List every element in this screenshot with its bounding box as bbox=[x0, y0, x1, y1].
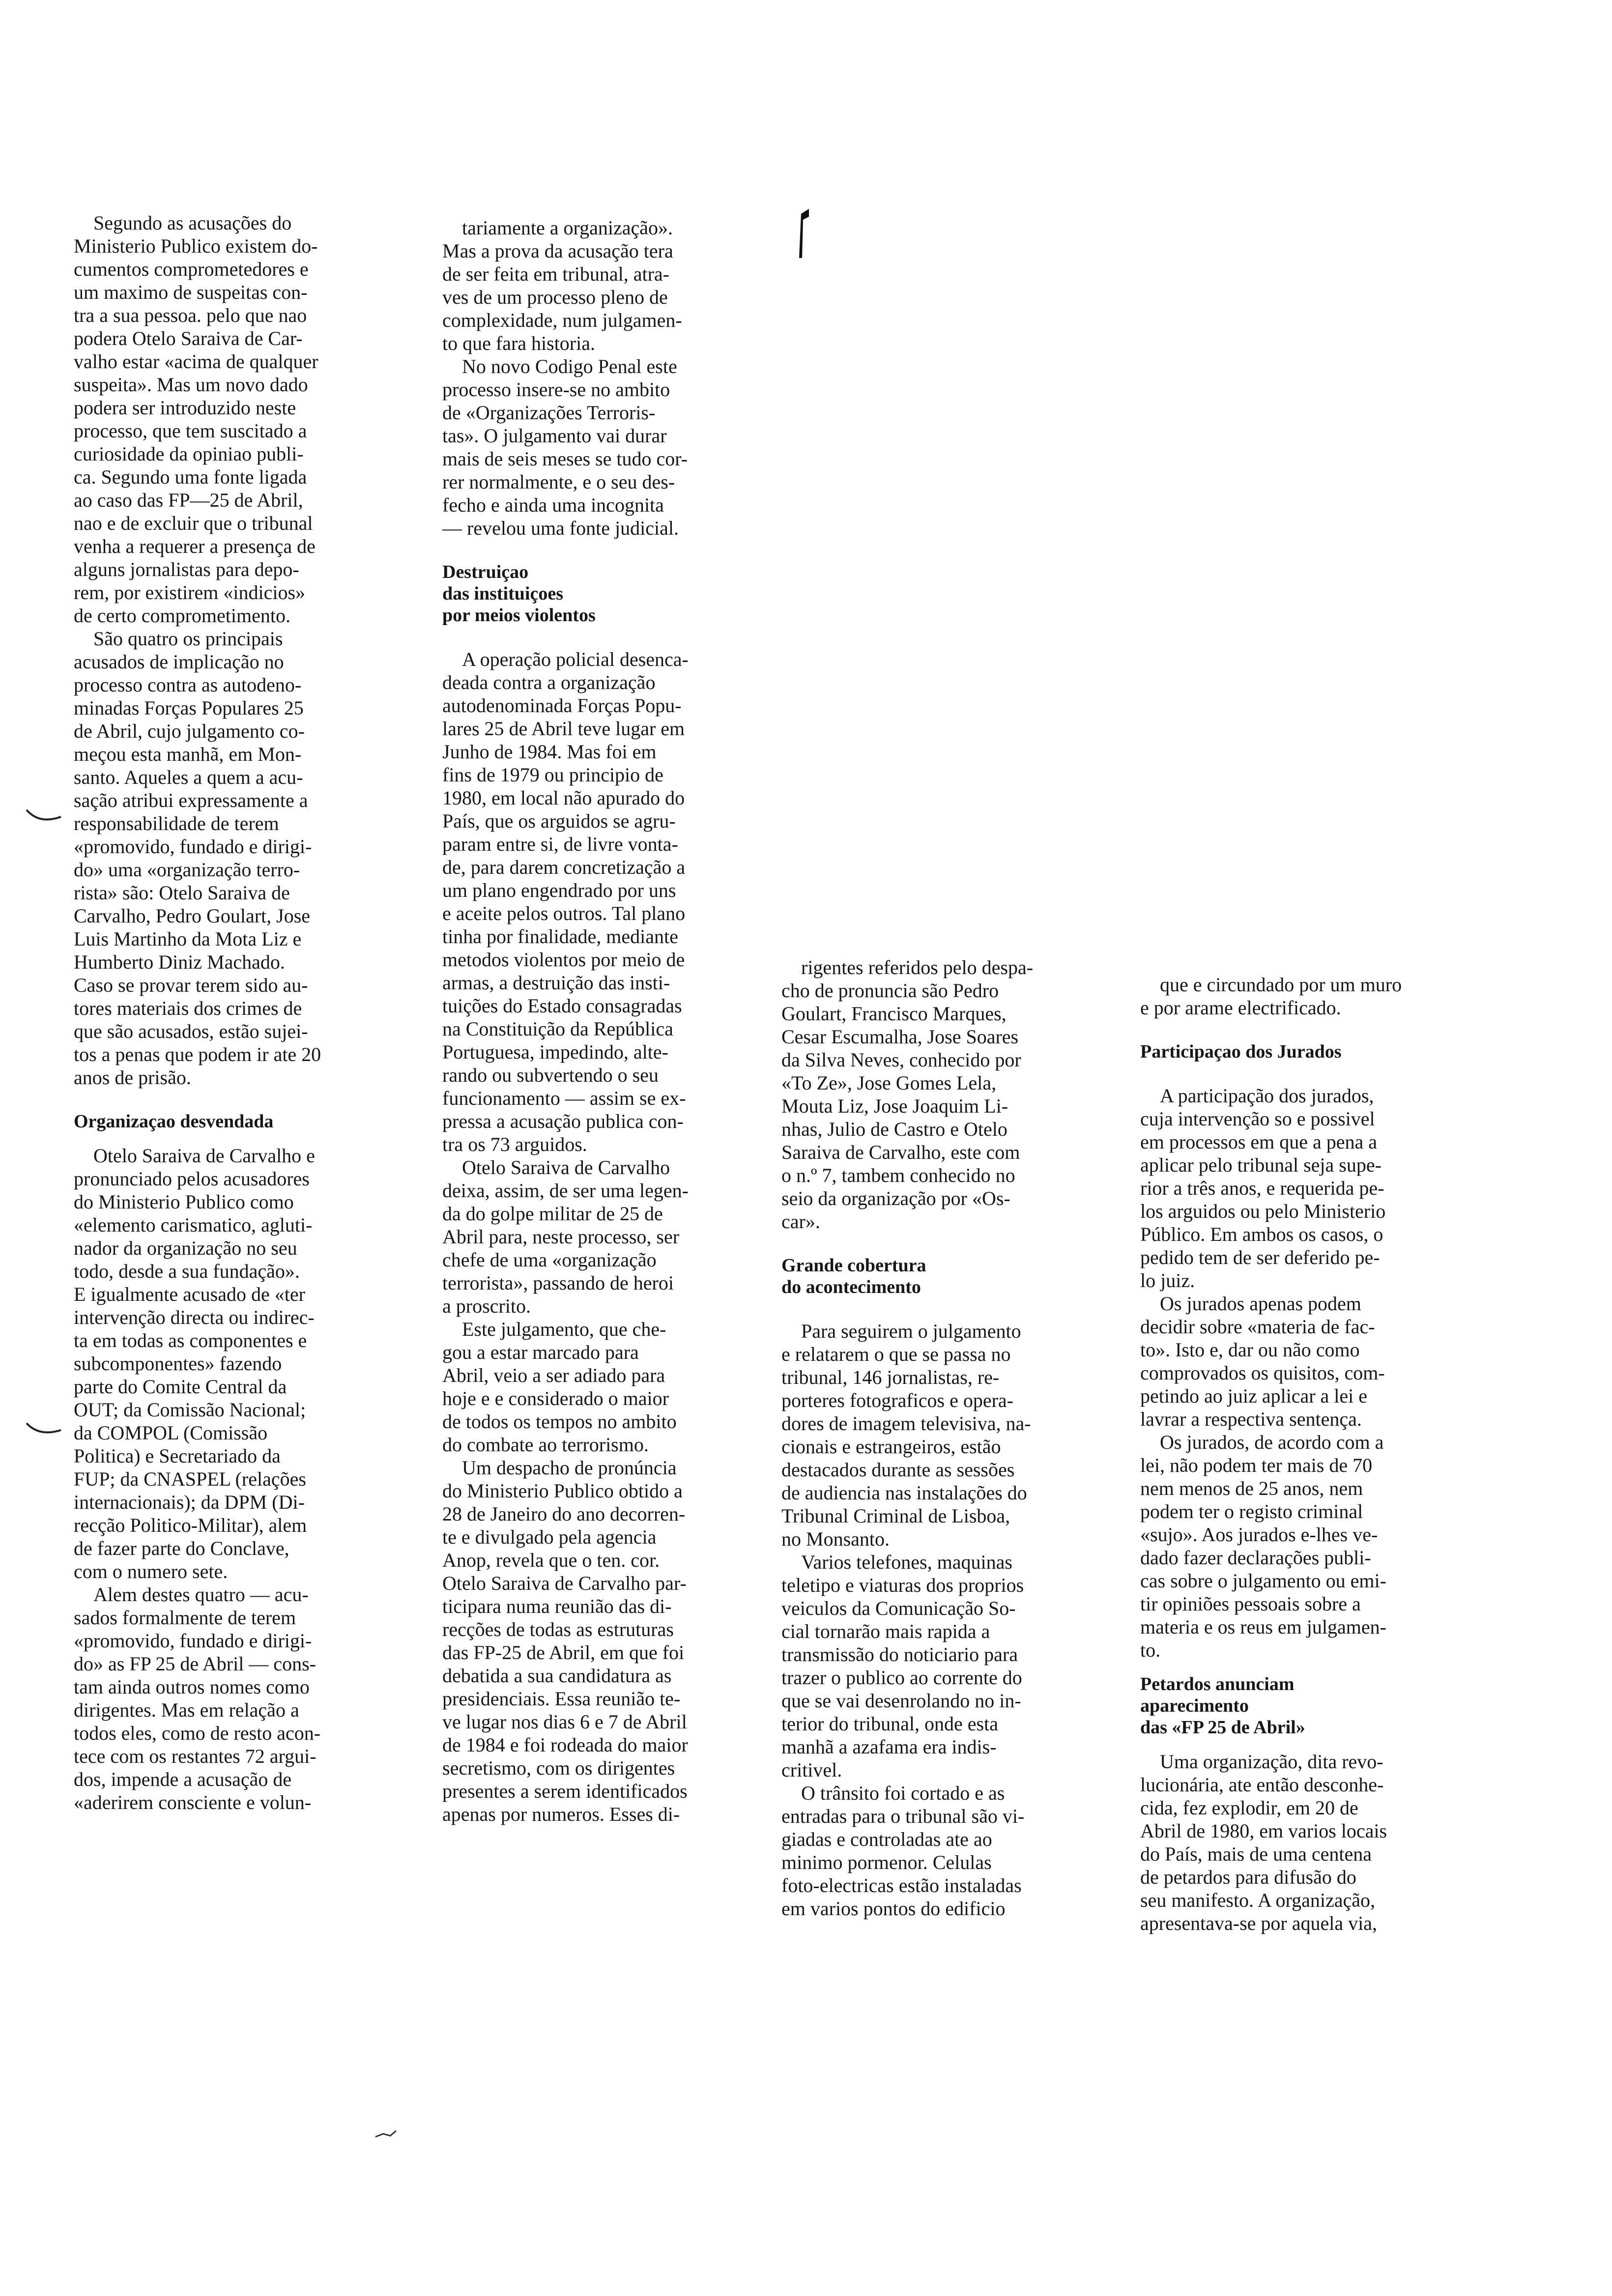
text-line: Otelo Saraiva de Carvalho par- bbox=[442, 1572, 687, 1594]
text-line: acusados de implicação no bbox=[74, 651, 284, 673]
block-spacer bbox=[1140, 1738, 1465, 1750]
text-line: e aceite pelos outros. Tal plano bbox=[442, 902, 686, 924]
text-line: todo, desde a sua fundação». bbox=[74, 1260, 300, 1282]
text-line: presidenciais. Essa reunião te- bbox=[442, 1688, 681, 1710]
text-line: responsabilidade de terem bbox=[74, 812, 279, 834]
paragraph bbox=[74, 1583, 408, 1814]
paragraph bbox=[781, 956, 1101, 1233]
text-line: «aderirem consciente e volun- bbox=[74, 1791, 312, 1813]
text-line: «To Ze», Jose Gomes Lela, bbox=[781, 1072, 997, 1094]
text-line: do combate ao terrorismo. bbox=[442, 1434, 649, 1456]
paragraph bbox=[442, 1318, 777, 1456]
text-line: podera Otelo Saraiva de Car- bbox=[74, 327, 303, 349]
text-line: Caso se provar terem sido au- bbox=[74, 974, 308, 996]
text-line: valho estar «acima de qualquer bbox=[74, 350, 318, 373]
paragraph bbox=[1140, 1292, 1465, 1431]
text-line: transmissão do noticiario para bbox=[781, 1643, 1018, 1665]
block-spacer bbox=[781, 1233, 1101, 1255]
text-line: autodenominada Forças Popu- bbox=[442, 694, 682, 717]
heading-line: do acontecimento bbox=[781, 1277, 921, 1297]
block-spacer bbox=[1140, 1062, 1465, 1084]
text-line: OUT; da Comissão Nacional; bbox=[74, 1399, 306, 1421]
text-line: No novo Codigo Penal este bbox=[442, 355, 677, 377]
text-line: de «Organizações Terroris- bbox=[442, 402, 656, 424]
text-line: venha a requerer a presença de bbox=[74, 535, 316, 557]
text-line: minadas Forças Populares 25 bbox=[74, 697, 304, 719]
text-line: de fazer parte do Conclave, bbox=[74, 1537, 289, 1559]
text-line: dado fazer declarações publi- bbox=[1140, 1547, 1371, 1569]
text-line: tas». O julgamento vai durar bbox=[442, 425, 667, 447]
text-line: lares 25 de Abril teve lugar em bbox=[442, 718, 685, 740]
paragraph bbox=[1140, 1084, 1465, 1292]
text-line: Abril para, neste processo, ser bbox=[442, 1226, 680, 1248]
text-line: Abril, veio a ser adiado para bbox=[442, 1364, 665, 1386]
text-line: to que fara historia. bbox=[442, 332, 595, 354]
text-line: materia e os reus em julgamen- bbox=[1140, 1616, 1386, 1638]
article-column-1 bbox=[74, 211, 408, 1814]
text-line: podera ser introduzido neste bbox=[74, 397, 296, 419]
text-line: A operação policial desenca- bbox=[442, 648, 689, 670]
text-line: ves de um processo pleno de bbox=[442, 286, 668, 308]
text-line: recção Politico-Militar), alem bbox=[74, 1514, 307, 1536]
text-line: presentes a serem identificados bbox=[442, 1780, 688, 1802]
text-line: dores de imagem televisiva, na- bbox=[781, 1412, 1031, 1435]
text-line: sação atribui expressamente a bbox=[74, 789, 308, 811]
text-line: que se vai desenrolando no in- bbox=[781, 1690, 1021, 1712]
block-spacer bbox=[442, 626, 777, 648]
text-line: rigentes referidos pelo despa- bbox=[781, 956, 1034, 978]
paragraph bbox=[442, 216, 777, 355]
paragraph bbox=[442, 355, 777, 540]
text-line: lei, não podem ter mais de 70 bbox=[1140, 1454, 1373, 1476]
text-line: armas, a destruição das insti- bbox=[442, 972, 670, 994]
text-line: da COMPOL (Comissão bbox=[74, 1422, 268, 1444]
text-line: Goulart, Francisco Marques, bbox=[781, 1003, 1007, 1025]
paragraph bbox=[74, 627, 408, 1089]
text-line: «promovido, fundado e dirigi- bbox=[74, 835, 312, 858]
text-line: Este julgamento, que che- bbox=[442, 1318, 666, 1340]
text-line: cuja intervenção so e possivel bbox=[1140, 1108, 1375, 1130]
text-line: País, que os arguidos se agru- bbox=[442, 810, 676, 832]
text-line: e relatarem o que se passa no bbox=[781, 1343, 1011, 1365]
text-line: na Constituição da República bbox=[442, 1018, 673, 1040]
text-line: «elemento carismatico, agluti- bbox=[74, 1214, 313, 1236]
section-heading bbox=[1140, 1041, 1465, 1062]
text-line: tores materiais dos crimes de bbox=[74, 997, 302, 1019]
text-line: cas sobre o julgamento ou emi- bbox=[1140, 1570, 1386, 1592]
heading-line: das «FP 25 de Abril» bbox=[1140, 1717, 1305, 1738]
text-line: comprovados os quisitos, com- bbox=[1140, 1362, 1385, 1384]
text-line: to. bbox=[1140, 1639, 1161, 1661]
text-line: rista» são: Otelo Saraiva de bbox=[74, 882, 290, 904]
text-line: Anop, revela que o ten. cor. bbox=[442, 1549, 660, 1571]
text-line: anos de prisão. bbox=[74, 1066, 191, 1089]
text-line: rando ou subvertendo o seu bbox=[442, 1064, 659, 1086]
text-line: tra os 73 arguidos. bbox=[442, 1133, 587, 1155]
text-line: lucionária, ate então desconhe- bbox=[1140, 1774, 1384, 1796]
text-line: aplicar pelo tribunal seja supe- bbox=[1140, 1154, 1382, 1176]
text-line: das FP-25 de Abril, em que foi bbox=[442, 1641, 685, 1664]
text-line: dirigentes. Mas em relação a bbox=[74, 1699, 299, 1721]
text-line: terior do tribunal, onde esta bbox=[781, 1713, 998, 1735]
text-line: deixa, assim, de ser uma legen- bbox=[442, 1179, 689, 1202]
text-line: a proscrito. bbox=[442, 1295, 531, 1317]
text-line: Politica) e Secretariado da bbox=[74, 1445, 281, 1467]
margin-pen-mark bbox=[25, 1420, 64, 1445]
text-line: Ministerio Publico existem do- bbox=[74, 235, 318, 257]
text-line: Luis Martinho da Mota Liz e bbox=[74, 928, 302, 950]
text-line: da Silva Neves, conhecido por bbox=[781, 1049, 1021, 1071]
text-line: critivel. bbox=[781, 1759, 842, 1781]
text-line: param entre si, de livre vonta- bbox=[442, 833, 678, 855]
text-line: chefe de uma «organização bbox=[442, 1249, 657, 1271]
text-line: em processos em que a pena a bbox=[1140, 1131, 1378, 1153]
text-line: lavrar a respectiva sentença. bbox=[1140, 1408, 1362, 1430]
text-line: Cesar Escumalha, Jose Soares bbox=[781, 1026, 1019, 1048]
text-line: — revelou uma fonte judicial. bbox=[442, 517, 679, 539]
text-line: deada contra a organização bbox=[442, 671, 656, 693]
text-line: tinha por finalidade, mediante bbox=[442, 925, 678, 947]
block-spacer bbox=[1140, 1662, 1465, 1673]
paragraph bbox=[74, 1144, 408, 1583]
text-line: de Abril, cujo julgamento co- bbox=[74, 720, 305, 742]
text-line: 28 de Janeiro do ano decorren- bbox=[442, 1503, 686, 1525]
text-line: de ser feita em tribunal, atra- bbox=[442, 263, 669, 285]
text-line: «sujo». Aos jurados e-lhes ve- bbox=[1140, 1523, 1378, 1546]
heading-line: Participaçao dos Jurados bbox=[1140, 1041, 1342, 1062]
block-spacer bbox=[74, 1089, 408, 1111]
text-line: Portuguesa, impedindo, alte- bbox=[442, 1041, 668, 1063]
text-line: do» uma «organização terro- bbox=[74, 859, 300, 881]
printed-corner-mark bbox=[796, 209, 810, 258]
block-spacer bbox=[442, 540, 777, 561]
text-line: petindo ao juiz aplicar a lei e bbox=[1140, 1385, 1368, 1407]
block-spacer bbox=[1140, 1019, 1465, 1041]
text-line: parte do Comite Central da bbox=[74, 1376, 287, 1398]
text-line: ticipara numa reunião das di- bbox=[442, 1595, 672, 1617]
text-line: cial tornarão mais rapida a bbox=[781, 1620, 990, 1642]
text-line: Segundo as acusações do bbox=[74, 212, 292, 234]
text-line: rior a três anos, e requerida pe- bbox=[1140, 1177, 1384, 1199]
text-line: podem ter o registo criminal bbox=[1140, 1500, 1363, 1522]
text-line: metodos violentos por meio de bbox=[442, 948, 685, 971]
text-line: los arguidos ou pelo Ministerio bbox=[1140, 1200, 1386, 1222]
text-line: decidir sobre «materia de fac- bbox=[1140, 1316, 1375, 1338]
paragraph bbox=[781, 1550, 1101, 1781]
heading-line: Organizaçao desvendada bbox=[74, 1111, 274, 1132]
paragraph bbox=[1140, 1431, 1465, 1662]
text-line: entradas para o tribunal são vi- bbox=[781, 1805, 1025, 1827]
article-column-2 bbox=[442, 216, 777, 1826]
text-line: nador da organização no seu bbox=[74, 1237, 297, 1259]
text-line: Os jurados, de acordo com a bbox=[1140, 1431, 1384, 1453]
text-line: rer normalmente, e o seu des- bbox=[442, 471, 675, 493]
text-line: nhas, Julio de Castro e Otelo bbox=[781, 1118, 1008, 1140]
text-line: em varios pontos do edificio bbox=[781, 1897, 1006, 1920]
text-line: apenas por numeros. Esses di- bbox=[442, 1803, 680, 1825]
text-line: te e divulgado pela agencia bbox=[442, 1526, 657, 1548]
block-spacer bbox=[74, 1132, 408, 1144]
paragraph bbox=[442, 1156, 777, 1318]
text-line: que e circundado por um muro bbox=[1140, 974, 1402, 996]
text-line: tam ainda outros nomes como bbox=[74, 1676, 310, 1698]
text-line: manhã a azafama era indis- bbox=[781, 1736, 997, 1758]
text-line: todos eles, como de resto acon- bbox=[74, 1722, 321, 1744]
text-line: pressa a acusação publica con- bbox=[442, 1110, 684, 1132]
text-line: cionais e estrangeiros, estão bbox=[781, 1435, 1001, 1458]
text-line: tribunal, 146 jornalistas, re- bbox=[781, 1366, 1000, 1388]
text-line: suspeita». Mas um novo dado bbox=[74, 373, 308, 396]
text-line: ta em todas as componentes e bbox=[74, 1329, 307, 1351]
section-heading bbox=[74, 1111, 408, 1132]
text-line: Otelo Saraiva de Carvalho bbox=[442, 1156, 670, 1178]
paragraph bbox=[781, 1781, 1101, 1920]
paragraph bbox=[74, 211, 408, 627]
text-line: rem, por existirem «indicios» bbox=[74, 581, 306, 603]
text-line: tos a penas que podem ir ate 20 bbox=[74, 1043, 321, 1065]
margin-pen-mark bbox=[25, 806, 64, 831]
text-line: do Ministerio Publico como bbox=[74, 1191, 294, 1213]
text-line: Alem destes quatro — acu- bbox=[74, 1583, 309, 1606]
text-line: seu manifesto. A organização, bbox=[1140, 1889, 1376, 1911]
text-line: Abril de 1980, em varios locais bbox=[1140, 1820, 1387, 1842]
text-line: de 1984 e foi rodeada do maior bbox=[442, 1734, 688, 1756]
text-line: santo. Aqueles a quem a acu- bbox=[74, 766, 303, 788]
text-line: Junho de 1984. Mas foi em bbox=[442, 741, 657, 763]
heading-line: aparecimento bbox=[1140, 1695, 1249, 1716]
text-line: no Monsanto. bbox=[781, 1528, 890, 1550]
text-line: tuições do Estado consagradas bbox=[442, 995, 682, 1017]
page-smudge bbox=[374, 2128, 398, 2143]
text-line: São quatro os principais bbox=[74, 628, 283, 650]
text-line: trazer o publico ao corrente do bbox=[781, 1666, 1022, 1689]
text-line: O trânsito foi cortado e as bbox=[781, 1782, 1005, 1804]
text-line: Mas a prova da acusação tera bbox=[442, 240, 673, 262]
article-column-4 bbox=[1140, 973, 1465, 1935]
text-line: do Ministerio Publico obtido a bbox=[442, 1480, 683, 1502]
text-line: funcionamento — assim se ex- bbox=[442, 1087, 686, 1109]
text-line: E igualmente acusado de «ter bbox=[74, 1283, 305, 1305]
text-line: o n.º 7, tambem conhecido no bbox=[781, 1164, 1015, 1186]
text-line: de todos os tempos no ambito bbox=[442, 1410, 677, 1433]
section-heading bbox=[781, 1255, 1101, 1298]
text-line: Os jurados apenas podem bbox=[1140, 1292, 1361, 1315]
heading-line: Destruiçao bbox=[442, 562, 529, 582]
text-line: da do golpe militar de 25 de bbox=[442, 1203, 663, 1225]
heading-line: por meios violentos bbox=[442, 605, 596, 626]
text-line: cumentos comprometedores e bbox=[74, 258, 309, 280]
text-line: FUP; da CNASPEL (relações bbox=[74, 1468, 306, 1490]
text-line: foto-electricas estão instaladas bbox=[781, 1874, 1022, 1896]
text-line: Uma organização, dita revo- bbox=[1140, 1751, 1383, 1773]
text-line: Mouta Liz, Jose Joaquim Li- bbox=[781, 1095, 1008, 1117]
text-line: tir opiniões pessoais sobre a bbox=[1140, 1593, 1361, 1615]
text-line: giadas e controladas ate ao bbox=[781, 1828, 992, 1850]
paragraph bbox=[442, 648, 777, 1156]
text-line: to». Isto e, dar ou não como bbox=[1140, 1339, 1360, 1361]
text-line: tece com os restantes 72 argui- bbox=[74, 1745, 317, 1767]
text-line: veiculos da Comunicação So- bbox=[781, 1597, 1016, 1619]
paragraph bbox=[781, 1320, 1101, 1550]
text-line: pronunciado pelos acusadores bbox=[74, 1168, 310, 1190]
text-line: ve lugar nos dias 6 e 7 de Abril bbox=[442, 1711, 687, 1733]
heading-line: Petardos anunciam bbox=[1140, 1674, 1295, 1694]
text-line: car». bbox=[781, 1210, 820, 1233]
text-line: hoje e e considerado o maior bbox=[442, 1387, 669, 1409]
text-line: debatida a sua candidatura as bbox=[442, 1665, 672, 1687]
text-line: cida, fez explodir, em 20 de bbox=[1140, 1797, 1358, 1819]
text-line: Carvalho, Pedro Goulart, Jose bbox=[74, 905, 311, 927]
text-line: sados formalmente de terem bbox=[74, 1607, 296, 1629]
text-line: dos, impende a acusação de bbox=[74, 1768, 292, 1790]
text-line: cho de pronuncia são Pedro bbox=[781, 979, 999, 1002]
text-line: com o numero sete. bbox=[74, 1560, 228, 1582]
text-line: «promovido, fundado e dirigi- bbox=[74, 1630, 312, 1652]
text-line: um plano engendrado por uns bbox=[442, 879, 676, 901]
text-line: do» as FP 25 de Abril — cons- bbox=[74, 1653, 316, 1675]
text-line: Público. Em ambos os casos, o bbox=[1140, 1223, 1383, 1245]
text-line: minimo pormenor. Celulas bbox=[781, 1851, 992, 1873]
text-line: de certo comprometimento. bbox=[74, 604, 290, 627]
paragraph bbox=[442, 1456, 777, 1826]
text-line: complexidade, num julgamen- bbox=[442, 309, 682, 331]
text-line: fecho e ainda uma incognita bbox=[442, 494, 664, 516]
text-line: processo insere-se no ambito bbox=[442, 378, 670, 401]
text-line: ao caso das FP—25 de Abril, bbox=[74, 489, 303, 511]
text-line: de, para darem concretização a bbox=[442, 856, 686, 878]
heading-line: Grande cobertura bbox=[781, 1255, 926, 1276]
text-line: 1980, em local não apurado do bbox=[442, 787, 685, 809]
text-line: tariamente a organização». bbox=[442, 217, 673, 239]
text-line: destacados durante as sessões bbox=[781, 1459, 1015, 1481]
article-column-3 bbox=[781, 956, 1101, 1920]
block-spacer bbox=[781, 1298, 1101, 1320]
text-line: do País, mais de uma centena bbox=[1140, 1843, 1372, 1865]
text-line: meçou esta manhã, em Mon- bbox=[74, 743, 302, 765]
text-line: A participação dos jurados, bbox=[1140, 1085, 1374, 1107]
paragraph bbox=[1140, 1750, 1465, 1935]
text-line: recções de todas as estruturas bbox=[442, 1618, 674, 1640]
text-line: intervenção directa ou indirec- bbox=[74, 1306, 315, 1328]
text-line: ca. Segundo uma fonte ligada bbox=[74, 466, 307, 488]
text-line: porteres fotograficos e opera- bbox=[781, 1389, 1013, 1411]
text-line: processo contra as autodeno- bbox=[74, 674, 302, 696]
text-line: pedido tem de ser deferido pe- bbox=[1140, 1246, 1380, 1268]
text-line: e por arame electrificado. bbox=[1140, 997, 1341, 1019]
text-line: teletipo e viaturas dos proprios bbox=[781, 1574, 1024, 1596]
text-line: seio da organização por «Os- bbox=[781, 1187, 1010, 1209]
text-line: secretismo, com os dirigentes bbox=[442, 1757, 675, 1779]
text-line: tra a sua pessoa. pelo que nao bbox=[74, 304, 307, 326]
text-line: que são acusados, estão sujei- bbox=[74, 1020, 308, 1042]
text-line: internacionais); da DPM (Di- bbox=[74, 1491, 305, 1513]
text-line: Tribunal Criminal de Lisboa, bbox=[781, 1505, 1010, 1527]
text-line: processo, que tem suscitado a bbox=[74, 420, 307, 442]
text-line: Varios telefones, maquinas bbox=[781, 1551, 1012, 1573]
section-heading bbox=[1140, 1673, 1465, 1738]
text-line: Para seguirem o julgamento bbox=[781, 1320, 1021, 1342]
text-line: gou a estar marcado para bbox=[442, 1341, 639, 1363]
heading-line: das instituiçoes bbox=[442, 583, 563, 604]
text-line: curiosidade da opiniao publi- bbox=[74, 443, 304, 465]
paragraph bbox=[1140, 973, 1465, 1019]
text-line: nao e de excluir que o tribunal bbox=[74, 512, 313, 534]
text-line: de audiencia nas instalações do bbox=[781, 1482, 1027, 1504]
text-line: mais de seis meses se tudo cor- bbox=[442, 448, 688, 470]
text-line: Um despacho de pronúncia bbox=[442, 1457, 677, 1479]
text-line: lo juiz. bbox=[1140, 1269, 1195, 1292]
text-line: subcomponentes» fazendo bbox=[74, 1352, 282, 1375]
text-line: um maximo de suspeitas con- bbox=[74, 281, 308, 303]
text-line: alguns jornalistas para depo- bbox=[74, 558, 299, 580]
text-line: fins de 1979 ou principio de bbox=[442, 764, 663, 786]
section-heading bbox=[442, 561, 777, 626]
text-line: terrorista», passando de heroi bbox=[442, 1272, 674, 1294]
text-line: Saraiva de Carvalho, este com bbox=[781, 1141, 1020, 1163]
text-line: nem menos de 25 anos, nem bbox=[1140, 1477, 1363, 1499]
text-line: Humberto Diniz Machado. bbox=[74, 951, 285, 973]
text-line: apresentava-se por aquela via, bbox=[1140, 1912, 1377, 1934]
text-line: de petardos para difusão do bbox=[1140, 1866, 1356, 1888]
text-line: Otelo Saraiva de Carvalho e bbox=[74, 1145, 315, 1167]
